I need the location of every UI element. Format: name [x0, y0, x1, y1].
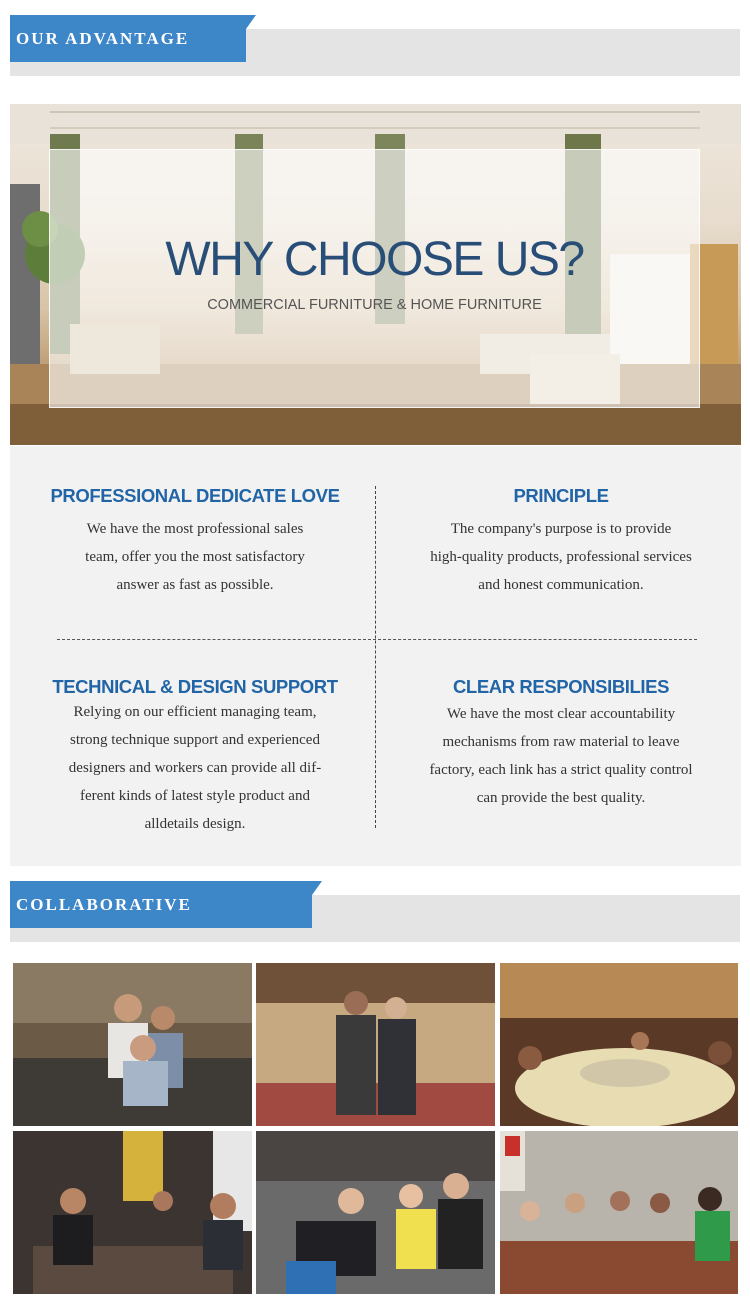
advantage-text: Relying on our efficient managing team, strong technique support and experienced designers and workers can provide all dif- ferent kinds of latest style product and alldetails design. [68, 704, 322, 832]
laptop-presentation-photo [256, 1131, 495, 1294]
hero-subtitle: COMMERCIAL FURNITURE & HOME FURNITURE [207, 297, 542, 313]
advantage-responsibilities [396, 676, 726, 812]
hero-overlay-card [49, 149, 700, 408]
customers-header-label: COLLABORATIVE CUSTOMERS [10, 881, 312, 928]
vertical-divider [375, 486, 376, 828]
advantage-professional [30, 485, 360, 599]
hero-title: WHY CHOOSE US? [165, 233, 584, 286]
advantage-text: The company's purpose is to provide high-quality products, professional services and honest communication. [430, 521, 692, 593]
horizontal-divider [57, 639, 697, 640]
restaurant-group-photo [13, 1131, 252, 1294]
hero-banner [10, 104, 741, 445]
banquet-dinner-photo [500, 963, 738, 1126]
factory-lounge-group-photo [500, 1131, 738, 1294]
advantage-title: CLEAR RESPONSIBILIES [452, 676, 670, 697]
advantage-header-label: OUR ADVANTAGE [10, 15, 246, 62]
advantage-text: We have the most clear accountability mechanisms from raw material to leave factory, each link has a strict quality control can provide the best quality. [429, 706, 693, 806]
advantage-title: PRINCIPLE [513, 485, 609, 506]
advantages-panel [10, 446, 741, 866]
advantage-title: PROFESSIONAL DEDICATE LOVE [50, 485, 340, 506]
advantage-title: TECHNICAL & DESIGN SUPPORT [52, 676, 338, 697]
advantage-principle [396, 485, 726, 599]
advantage-technical [30, 676, 360, 838]
showroom-handshake-photo [256, 963, 495, 1126]
office-meeting-photo [13, 963, 252, 1126]
advantage-text: We have the most professional sales team, offer you the most satisfactory answer as fast as possible. [85, 521, 305, 593]
